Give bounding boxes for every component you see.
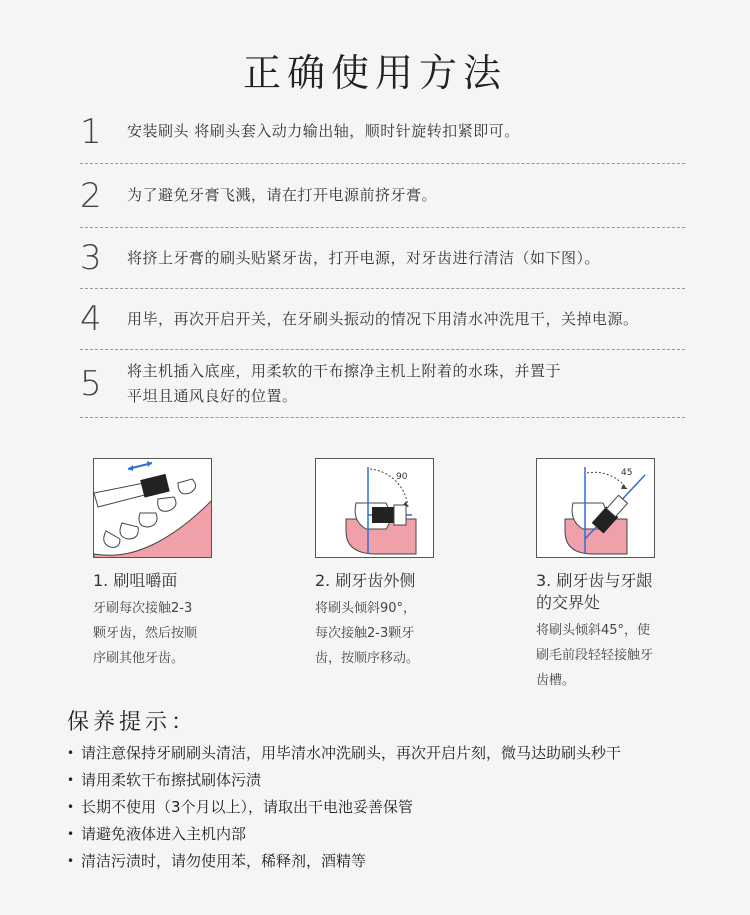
- page-title: 正确使用方法: [242, 51, 507, 95]
- step-text-line: 将主机插入底座，用柔软的干布擦净主机上附着的水珠，并置于: [127, 361, 562, 380]
- caption-body: [536, 618, 655, 693]
- bullet-icon: •: [67, 746, 75, 760]
- tips-list: [67, 740, 621, 875]
- angle-label: 90: [396, 472, 408, 482]
- illustration-chewing-surface: [93, 458, 212, 671]
- caption-line: 刷毛前段轻轻接触牙: [536, 648, 654, 663]
- gumline-drawing: [537, 459, 655, 558]
- step-number: 3: [80, 238, 102, 278]
- caption-line: 序刷其他牙齿。: [93, 651, 185, 666]
- caption-title-line: 的交界处: [536, 593, 601, 612]
- tip-text: 请注意保持牙刷刷头清洁，用毕清水冲洗刷头，再次开启片刻，微马达助刷头秒干: [81, 744, 622, 762]
- tip-item: [67, 740, 621, 767]
- step-text-line: 平坦且通风良好的位置。: [127, 386, 298, 405]
- step-number: 5: [80, 363, 102, 404]
- caption-title-line: 3. 刷牙齿与牙龈: [536, 571, 653, 590]
- step-number: 2: [80, 175, 102, 216]
- tip-item: [67, 767, 621, 794]
- bullet-icon: •: [67, 773, 75, 787]
- tip-text: 请避免液体进入主机内部: [81, 825, 247, 843]
- step-3: [80, 228, 685, 289]
- step-number: 4: [80, 299, 102, 339]
- step-text: 用毕，再次开启开关，在牙刷头振动的情况下用清水冲洗甩干，关掉电源。: [127, 309, 639, 328]
- bullet-icon: •: [67, 827, 75, 841]
- chewing-surface-drawing: [94, 459, 212, 558]
- step-1: [80, 100, 685, 164]
- step-number: 1: [80, 111, 102, 152]
- chewing-surface-image: [93, 458, 212, 558]
- bullet-icon: •: [67, 854, 75, 868]
- caption-body: [93, 596, 212, 671]
- outer-surface-drawing: [316, 459, 434, 558]
- caption-body: [315, 596, 434, 671]
- step-2: [80, 164, 685, 228]
- caption-line: 齿槽。: [536, 673, 576, 688]
- step-text: 为了避免牙膏飞溅，请在打开电源前挤牙膏。: [127, 186, 438, 204]
- bullet-icon: •: [67, 800, 75, 814]
- tip-item: [67, 848, 621, 875]
- step-text: 安装刷头 将刷头套入动力输出轴，顺时针旋转扣紧即可。: [127, 122, 520, 140]
- steps-list: [80, 100, 685, 418]
- tip-text: 清洁污渍时，请勿使用苯，稀释剂，酒精等: [81, 852, 367, 870]
- gumline-image: [536, 458, 655, 558]
- tips-title: 保养提示：: [67, 710, 198, 735]
- caption-line: 牙刷每次接触2-3: [93, 601, 193, 616]
- caption-line: 将刷头倾斜90°，: [315, 601, 417, 616]
- outer-surface-image: [315, 458, 434, 558]
- step-4: [80, 289, 685, 350]
- tip-text: 长期不使用（3个月以上），请取出干电池妥善保管: [81, 798, 414, 816]
- tip-text: 请用柔软干布擦拭刷体污渍: [81, 771, 262, 789]
- angle-label: 45: [621, 468, 633, 478]
- step-5: [80, 350, 685, 418]
- caption-line: 颗牙齿，然后按顺: [93, 626, 198, 641]
- caption-line: 齿，按顺序移动。: [315, 651, 420, 666]
- step-text: [127, 359, 561, 409]
- caption-title: 2. 刷牙齿外侧: [315, 571, 416, 590]
- illustration-outer-surface: [315, 458, 434, 671]
- illustration-gumline: [536, 458, 655, 693]
- caption-line: 每次接触2-3颗牙: [315, 626, 415, 641]
- tip-item: [67, 821, 621, 848]
- tip-item: [67, 794, 621, 821]
- caption-line: 将刷头倾斜45°，使: [536, 623, 651, 638]
- caption-title: [536, 570, 655, 614]
- caption-title: 1. 刷咀嚼面: [93, 571, 178, 590]
- step-text: 将挤上牙膏的刷头贴紧牙齿，打开电源，对牙齿进行清洁（如下图）。: [127, 248, 601, 267]
